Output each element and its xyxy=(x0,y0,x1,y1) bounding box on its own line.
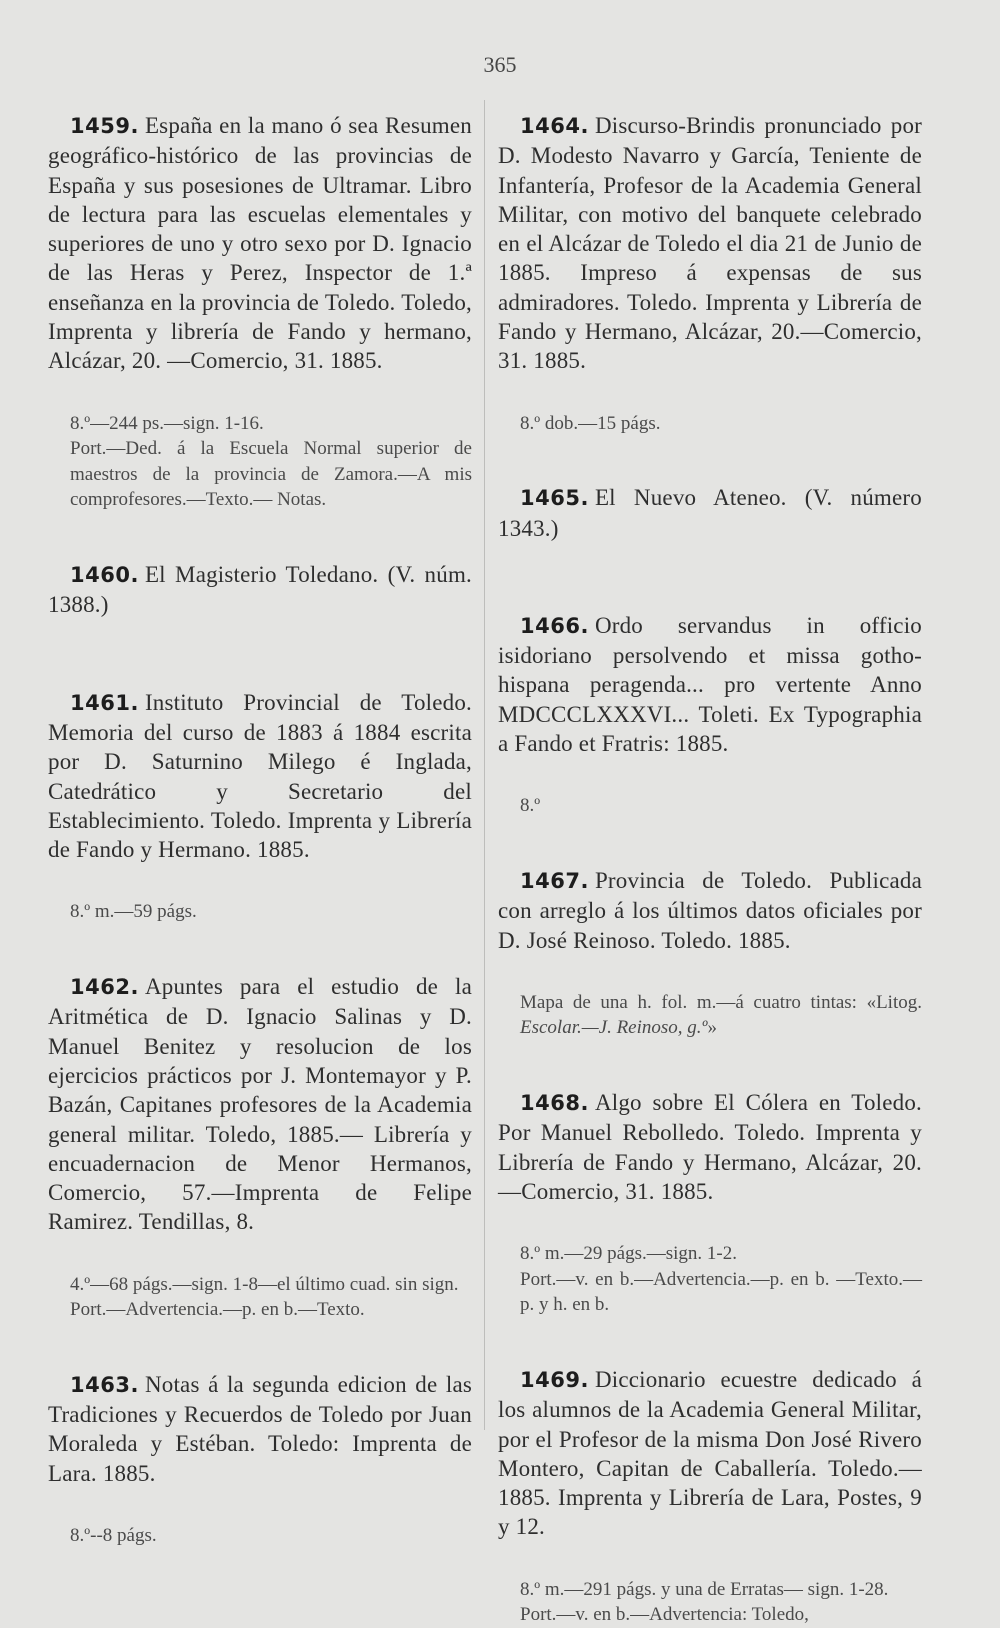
entry-number: 1464. xyxy=(520,114,589,138)
entry-collation: 4.º—68 págs.—sign. 1-8—el último cuad. sin sign. xyxy=(70,1273,459,1295)
entry-text xyxy=(48,1370,472,1488)
entry-text xyxy=(48,972,472,1237)
entry-title: El Magisterio Toledano. (V. núm. 1388.) xyxy=(48,562,472,618)
entry-1460 xyxy=(48,560,472,620)
entry-1465 xyxy=(498,483,922,543)
entry-contents: Port.—v. en b.—Advertencia.—p. en b. —Texto.—p. y h. en b. xyxy=(520,1268,922,1316)
entry-number: 1469. xyxy=(520,1367,589,1392)
entry-text xyxy=(498,866,922,955)
entry-number: 1467. xyxy=(520,868,589,893)
entry-contents: Port.—v. en b.—Advertencia: Toledo, xyxy=(520,1604,809,1626)
entry-text xyxy=(498,1088,922,1206)
page-number: 365 xyxy=(483,52,517,77)
entry-number: 1459. xyxy=(70,114,139,138)
entry-collation: 8.º m.—59 págs. xyxy=(70,901,197,923)
entry-collation: 8.º m.—291 págs. y una de Erratas— sign. 1-28. xyxy=(520,1578,889,1600)
entry-collation: 8.º m.—29 págs.—sign. 1-2. xyxy=(520,1243,737,1265)
entry-1466 xyxy=(498,611,922,819)
entry-collation: 8.º—244 ps.—sign. 1-16. xyxy=(70,412,264,434)
entry-number: 1463. xyxy=(70,1372,139,1397)
note-italic-text: Escolar.—J. Reinoso, g.º xyxy=(520,1017,708,1039)
entry-collation: 8.º xyxy=(520,795,541,817)
entry-1464 xyxy=(498,111,922,436)
entry-text xyxy=(498,111,922,376)
entry-1468 xyxy=(498,1088,922,1318)
note-text: Mapa de una h. fol. m.—á cuatro tintas: «Litog. xyxy=(520,991,922,1013)
entry-title: Apuntes para el estudio de la Aritmética de D. Ignacio Salinas y D. Manuel Benitez y resolucion de los ejercicios prácticos por J. Montemayor y P. Bazán, Capitanes profesores de la Academia general militar. Toledo, 1885.— Librería y encuadernacion de Menor Hermanos, Comercio, 57.—Imprenta de Felipe Ramirez. Tendillas, 8. xyxy=(48,974,472,1235)
column-divider xyxy=(484,100,485,1430)
entry-text xyxy=(498,611,922,758)
entry-title: Diccionario ecuestre dedicado á los alumnos de la Academia General Militar, por el Profesor de la misma Don José Rivero Montero, Capitan de Caballería. Toledo.—1885. Imprenta y Librería de Lara, Postes, 9 y 12. xyxy=(498,1366,922,1540)
entry-text xyxy=(498,1365,922,1542)
entry-contents: Port.—Advertencia.—p. en b.—Texto. xyxy=(70,1299,365,1321)
entry-number: 1468. xyxy=(520,1091,589,1116)
entry-number: 1460. xyxy=(70,563,139,588)
entry-text xyxy=(48,560,472,620)
entry-number: 1462. xyxy=(70,975,139,1000)
entry-text xyxy=(48,688,472,865)
entry-1462 xyxy=(48,972,472,1323)
entry-text xyxy=(498,483,922,543)
entry-title: Notas á la segunda edicion de las Tradiciones y Recuerdos de Toledo por Juan Moraleda y Estéban. Toledo: Imprenta de Lara. 1885. xyxy=(48,1371,472,1486)
entry-contents: Port.—Ded. á la Escuela Normal superior de maestros de la provincia de Zamora.—A mis comprofesores.—Texto.— Notas. xyxy=(70,438,472,511)
entry-text xyxy=(48,111,472,376)
entry-number: 1466. xyxy=(520,613,589,638)
entry-number: 1465. xyxy=(520,486,589,511)
entry-1463 xyxy=(48,1370,472,1549)
entry-title: Algo sobre El Cólera en Toledo. Por Manuel Rebolledo. Toledo. Imprenta y Librería de Fando y Hermano, Alcázar, 20.—Comercio, 31. 1885. xyxy=(498,1090,922,1204)
entry-title: Discurso-Brindis pronunciado por D. Modesto Navarro y García, Teniente de Infantería, Profesor de la Academia General Militar, con motivo del banquete celebrado en el Alcázar de Toledo el dia 21 de Junio de 1885. Impreso á expensas de sus admiradores. Toledo. Imprenta y Librería de Fando y Hermano, Alcázar, 20.—Comercio, 31. 1885. xyxy=(498,113,922,374)
entry-map-note xyxy=(498,990,922,1041)
note-closing-quote: » xyxy=(707,1017,717,1039)
entry-title: Ordo servandus in officio isidoriano persolvendo et missa gotho-hispana peragenda... pro vertente Anno MDCCCLXXXVI... Toleti. Ex Typographia a Fando et Fratris: 1885. xyxy=(498,612,922,757)
entry-title: España en la mano ó sea Resumen geográfico-histórico de las provincias de España y sus posesiones de Ultramar. Libro de lectura para las escuelas elementales y superiores de uno y otro sexo por D. Ignacio de las Heras y Perez, Inspector de 1.ª enseñanza en la provincia de Toledo. Toledo, Imprenta y librería de Fando y hermano, Alcázar, 20. —Comercio, 31. 1885. xyxy=(48,113,472,374)
entry-collation: 8.º--8 págs. xyxy=(70,1525,157,1547)
entry-1467 xyxy=(498,866,922,1041)
entry-collation: 8.º dob.—15 págs. xyxy=(520,412,661,434)
entry-1459 xyxy=(48,111,472,513)
entry-title: Instituto Provincial de Toledo. Memoria del curso de 1883 á 1884 escrita por D. Saturnino Milego é Inglada, Catedrático y Secretario del Establecimiento. Toledo. Imprenta y Librería de Fando y Hermano. 1885. xyxy=(48,689,472,863)
entry-title: Provincia de Toledo. Publicada con arreglo á los últimos datos oficiales por D. José Reinoso. Toledo. 1885. xyxy=(498,867,922,953)
entry-number: 1461. xyxy=(70,690,139,715)
left-column xyxy=(48,88,472,1549)
entry-1469 xyxy=(498,1365,922,1628)
entry-1461 xyxy=(48,688,472,925)
right-column xyxy=(498,88,922,1628)
entry-title: El Nuevo Ateneo. (V. número 1343.) xyxy=(498,485,922,541)
